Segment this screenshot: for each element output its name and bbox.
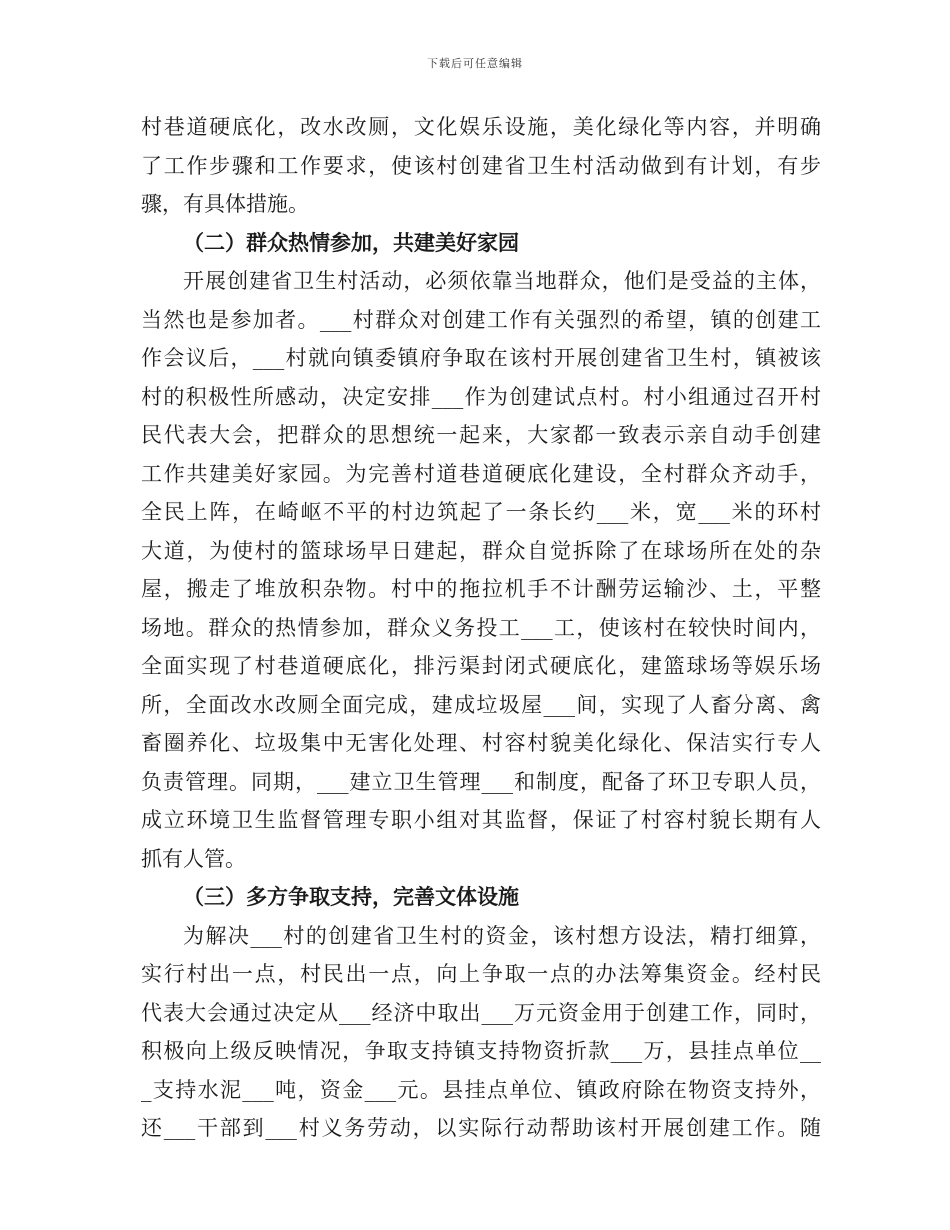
text-line: 骤，有具体措施。: [141, 192, 309, 216]
text-line: 全民上阵，在崎岖不平的村边筑起了一条长约___米，宽___米的环村: [141, 500, 821, 524]
text-line: 村巷道硬底化，改水改厕，文化娱乐设施，美化绿化等内容，并明确: [141, 115, 821, 139]
text-line: 了工作步骤和工作要求，使该村创建省卫生村活动做到有计划，有步: [141, 153, 821, 178]
text-line: 全面实现了村巷道硬底化，排污渠封闭式硬底化，建篮球场等娱乐场: [141, 654, 821, 678]
text-line: 大道，为使村的篮球场早日建起，群众自觉拆除了在球场所在处的杂: [141, 538, 821, 563]
text-line: 成立环境卫生监督管理专职小组对其监督，保证了村容村貌长期有人: [141, 808, 821, 832]
text-line: 负责管理。同期，___建立卫生管理___和制度，配备了环卫专职人员，: [141, 769, 821, 794]
text-line: 作会议后，___村就向镇委镇府争取在该村开展创建省卫生村，镇被该: [141, 346, 821, 370]
text-line: 场地。群众的热情参加，群众义务投工___工，使该村在较快时间内，: [141, 615, 821, 640]
text-line: 村的积极性所感动，决定安排___作为创建试点村。村小组通过召开村: [141, 384, 821, 409]
section-heading: （二）群众热情参加，共建美好家园: [183, 229, 519, 255]
text-line: 民代表大会，把群众的思想统一起来，大家都一致表示亲自动手创建: [141, 423, 821, 447]
page-header: 下载后可任意编辑: [427, 57, 523, 70]
text-line: 开展创建省卫生村活动，必须依靠当地群众，他们是受益的主体，: [183, 269, 821, 293]
section-heading: （三）多方争取支持，完善文体设施: [183, 884, 519, 909]
text-line: 畜圈养化、垃圾集中无害化处理、村容村貌美化绿化、保洁实行专人: [141, 731, 821, 755]
text-line: 为解决___村的创建省卫生村的资金，该村想方设法，精打细算，: [183, 923, 821, 948]
text-line: _支持水泥___吨，资金___元。县挂点单位、镇政府除在物资支持外，: [141, 1077, 821, 1102]
text-line: 抓有人管。: [141, 846, 246, 871]
document-body: [141, 108, 821, 1148]
text-line: 当然也是参加者。___村群众对创建工作有关强烈的希望，镇的创建工: [141, 307, 821, 332]
text-line: 代表大会通过决定从___经济中取出___万元资金用于创建工作，同时，: [141, 1000, 821, 1025]
text-line: 所，全面改水改厕全面完成，建成垃圾屋___间，实现了人畜分离、禽: [141, 692, 821, 717]
text-line: 还___干部到___村义务劳动，以实际行动帮助该村开展创建工作。随: [141, 1116, 821, 1140]
text-line: 屋，搬走了堆放积杂物。村中的拖拉机手不计酬劳运输沙、土，平整: [141, 577, 821, 601]
text-line: 积极向上级反映情况，争取支持镇支持物资折款___万，县挂点单位__: [141, 1039, 821, 1063]
text-line: 工作共建美好家园。为完善村道巷道硬底化建设，全村群众齐动手，: [141, 461, 821, 486]
text-line: 实行村出一点，村民出一点，向上争取一点的办法筹集资金。经村民: [141, 962, 821, 986]
